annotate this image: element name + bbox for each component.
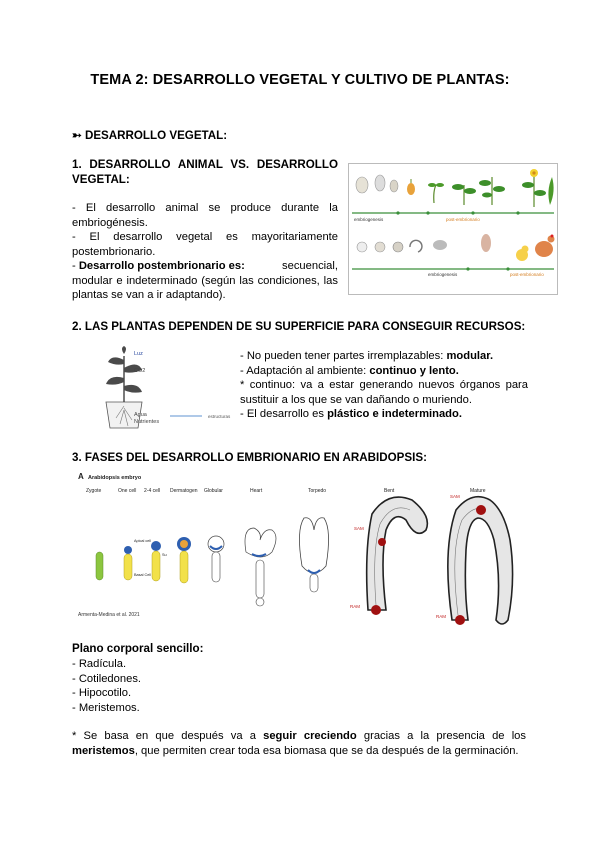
s2-line1-text: - No pueden tener partes irremplazables:	[240, 350, 447, 362]
label-nutrients: Nutrientes	[134, 419, 160, 425]
stage-label-globular: Globular	[204, 488, 223, 494]
arrow-bullet-icon: ➳	[72, 129, 82, 142]
stage-label-heart: Heart	[250, 488, 263, 494]
arabidopsis-embryo-svg	[76, 470, 536, 630]
stage-label-dermatogen: Dermatogen	[170, 488, 198, 494]
seed-icon	[390, 180, 398, 192]
s1-bullet3-bold: Desarrollo postembrionario es:	[78, 260, 245, 272]
s2-line4	[240, 407, 462, 421]
s2-line2-bold: continuo y lento.	[369, 364, 459, 377]
embryo-icon	[375, 242, 385, 252]
note-text-2: gracias a la presencia de los	[356, 730, 526, 742]
plant-resources-figure	[96, 346, 238, 434]
embryo-icon	[433, 240, 447, 250]
s1-bullet2-line1: - El desarrollo vegetal es mayoritariamente	[72, 231, 338, 243]
s2-line1-bold: modular.	[446, 350, 494, 362]
label-ram-mature: RAM	[436, 614, 446, 619]
section1-heading-line2: VEGETAL:	[72, 173, 130, 186]
label-basal-cell: Basal Cell	[134, 573, 152, 577]
note-line2	[72, 744, 532, 758]
s1-bullet3-rest: secuencial,	[282, 260, 338, 272]
stage-label-mature: Mature	[470, 488, 486, 494]
stage-label-zygote: Zygote	[86, 488, 102, 494]
note-line1	[72, 729, 526, 743]
heart-stage-shape	[245, 528, 276, 606]
label-sam-bent: SAM	[354, 526, 364, 531]
stage-label-2-4-cell: 2-4 cell	[144, 488, 161, 494]
body-plan-item: - Cotiledones.	[72, 672, 142, 685]
note-text-3: , que permiten crear toda esa biomasa que se da después de la germinación.	[134, 744, 519, 757]
bent-stage-shape	[367, 497, 428, 615]
s2-line2	[240, 364, 459, 378]
label-water: Agua	[134, 412, 147, 418]
arabidopsis-embryo-figure	[76, 470, 536, 630]
section2-heading: 2. LAS PLANTAS DEPENDEN DE SU SUPERFICIE PARA CONSEGUIR RECURSOS:	[72, 320, 526, 333]
s2-line2-text: - Adaptación al ambiente:	[240, 364, 370, 377]
s1-bullet3-line3: plantas se van a ir adaptando).	[72, 289, 226, 301]
note-bold-2: meristemos	[72, 744, 135, 757]
section-heading-text: DESARROLLO VEGETAL:	[84, 129, 228, 142]
plant-resources-svg	[96, 346, 238, 434]
label-ram-bent: RAM	[350, 604, 360, 609]
label-postembryonic-bottom: post-embrionario	[510, 272, 544, 277]
section3-heading: 3. FASES DEL DESARROLLO EMBRIONARIO EN ARABIDOPSIS:	[72, 451, 427, 464]
note-text-1: * Se basa en que después va a	[72, 730, 264, 742]
label-postembryonic-top: post-embrionario	[446, 217, 480, 222]
s1-bullet1-line1: - El desarrollo animal se produce durante la	[72, 202, 338, 214]
two-four-cell-shape	[151, 541, 161, 581]
figure-citation: Armenta-Medina et al. 2021	[78, 612, 140, 618]
dermatogen-shape	[177, 537, 191, 583]
label-embryogenesis-top: embriogenesis	[354, 217, 384, 222]
s1-bullet1-line2: embriogénesis.	[72, 216, 148, 229]
seed-icon	[356, 177, 368, 193]
label-light: Luz	[134, 351, 143, 357]
stage-label-one-cell: One cell	[118, 488, 137, 494]
body-plan-item: - Hipocotilo.	[72, 687, 132, 699]
label-apical-cell: Apical cell	[134, 539, 152, 543]
embryo-icon	[393, 242, 403, 252]
s2-line3: * continuo: va a estar generando nuevos órganos para	[240, 379, 528, 391]
s1-bullet3-line1	[72, 259, 338, 273]
globular-shape	[208, 536, 224, 582]
panel-letter: A	[78, 472, 84, 481]
section-heading-desarrollo-vegetal	[72, 128, 227, 142]
stage-label-bent: Bent	[384, 488, 395, 494]
one-cell-shape	[124, 546, 132, 580]
embryo-icon	[481, 234, 491, 252]
label-sam-mature: SAM	[450, 494, 460, 499]
s2-line3b: sustituir a los que se van dañando o muriendo.	[240, 393, 472, 406]
torpedo-stage-shape	[299, 518, 328, 592]
body-plan-item: - Meristemos.	[72, 701, 140, 714]
s1-bullet3-prefix: -	[72, 260, 79, 272]
note-bold-1: seguir creciendo	[263, 730, 357, 742]
s2-line1	[240, 349, 493, 363]
development-comparison-svg	[348, 163, 558, 295]
page-title: TEMA 2: DESARROLLO VEGETAL Y CULTIVO DE PLANTAS:	[90, 72, 510, 88]
section1-heading-line1: 1. DESARROLLO ANIMAL VS. DESARROLLO	[72, 158, 338, 171]
label-su: Su	[162, 553, 167, 557]
mature-stage-shape	[448, 497, 513, 625]
development-comparison-figure	[348, 163, 558, 295]
body-plan-heading: Plano corporal sencillo:	[72, 642, 204, 655]
s2-line4-bold: plástico e indeterminado.	[327, 408, 462, 420]
body-plan-item: - Radícula.	[72, 658, 127, 670]
s2-line4-text: - El desarrollo es	[240, 408, 328, 420]
egg-icon	[357, 242, 367, 252]
s1-bullet2-line2: postembrionario.	[72, 245, 156, 258]
stage-label-torpedo: Torpedo	[308, 488, 327, 494]
seed-icon	[375, 175, 385, 191]
label-arrow-target: estructuras	[208, 414, 231, 419]
panel-title: Arabidopsis embryo	[88, 475, 142, 481]
zygote-shape	[96, 552, 103, 580]
label-embryogenesis-bottom: embriogenesis	[428, 272, 458, 277]
label-co2: CO2	[134, 368, 146, 374]
s1-bullet3-line2: modular e indeterminado (según las condiciones, las	[72, 274, 338, 287]
